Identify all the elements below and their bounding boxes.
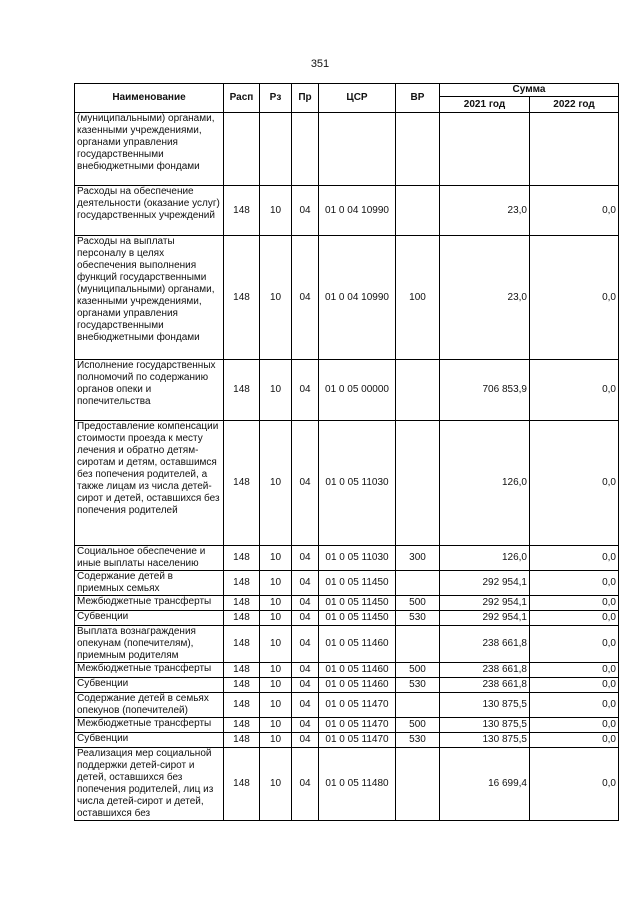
row-sum-2022: 0,0 (530, 718, 619, 733)
row-name: Исполнение государственных полномочий по содержанию органов опеки и попечительства (75, 360, 224, 421)
row-rasp: 148 (224, 718, 260, 733)
row-sum-2022: 0,0 (530, 596, 619, 611)
row-sum-2021: 706 853,9 (440, 360, 530, 421)
row-rz: 10 (260, 546, 292, 571)
header-rasp: Расп (224, 84, 260, 113)
row-name: Субвенции (75, 733, 224, 748)
row-pr: 04 (292, 596, 319, 611)
header-csr: ЦСР (319, 84, 396, 113)
row-name: Межбюджетные трансферты (75, 663, 224, 678)
row-rz: 10 (260, 663, 292, 678)
table-row (75, 546, 619, 571)
row-rz: 10 (260, 421, 292, 546)
row-rasp: 148 (224, 571, 260, 596)
row-rasp: 148 (224, 748, 260, 821)
row-pr: 04 (292, 360, 319, 421)
row-sum-2021: 292 954,1 (440, 596, 530, 611)
row-sum-2021: 130 875,5 (440, 733, 530, 748)
row-sum-2022: 0,0 (530, 546, 619, 571)
row-vr (396, 693, 440, 718)
row-sum-2021: 126,0 (440, 546, 530, 571)
row-csr: 01 0 05 11460 (319, 663, 396, 678)
row-sum-2021: 238 661,8 (440, 626, 530, 663)
row-vr: 500 (396, 596, 440, 611)
table-row (75, 611, 619, 626)
header-rz: Рз (260, 84, 292, 113)
row-vr: 100 (396, 236, 440, 360)
row-pr: 04 (292, 546, 319, 571)
row-rz: 10 (260, 186, 292, 236)
row-pr: 04 (292, 663, 319, 678)
table-row (75, 186, 619, 236)
table-row (75, 571, 619, 596)
row-name: Содержание детей в приемных семьях (75, 571, 224, 596)
row-rasp: 148 (224, 663, 260, 678)
row-pr: 04 (292, 748, 319, 821)
row-name: Содержание детей в семьях опекунов (попечителей) (75, 693, 224, 718)
row-rz: 10 (260, 236, 292, 360)
row-sum-2022: 0,0 (530, 678, 619, 693)
row-pr: 04 (292, 611, 319, 626)
row-vr (396, 571, 440, 596)
row-name: Предоставление компенсации стоимости проезда к месту лечения и обратно детям-сиротам и детям, оставшимся без попечения родителей, а также лицам из числа детей-сирот и детей, оставшихся без попечения родителей (75, 421, 224, 546)
row-sum-2022: 0,0 (530, 733, 619, 748)
row-csr (319, 113, 396, 186)
row-csr: 01 0 04 10990 (319, 236, 396, 360)
row-name: Социальное обеспечение и иные выплаты населению (75, 546, 224, 571)
table-row (75, 733, 619, 748)
row-name: Субвенции (75, 678, 224, 693)
row-name: Расходы на обеспечение деятельности (оказание услуг) государственных учреждений (75, 186, 224, 236)
row-pr: 04 (292, 626, 319, 663)
row-sum-2022: 0,0 (530, 421, 619, 546)
row-csr: 01 0 05 11470 (319, 733, 396, 748)
row-sum-2022: 0,0 (530, 626, 619, 663)
header-pr: Пр (292, 84, 319, 113)
header-year-2021: 2021 год (440, 97, 530, 113)
row-rz: 10 (260, 678, 292, 693)
row-sum-2021: 16 699,4 (440, 748, 530, 821)
table-row (75, 113, 619, 186)
row-vr: 530 (396, 611, 440, 626)
table-row (75, 748, 619, 821)
row-csr: 01 0 05 11030 (319, 546, 396, 571)
row-name: Субвенции (75, 611, 224, 626)
row-rasp: 148 (224, 611, 260, 626)
row-pr: 04 (292, 718, 319, 733)
row-rz: 10 (260, 360, 292, 421)
header-name: Наименование (75, 84, 224, 113)
row-sum-2022: 0,0 (530, 748, 619, 821)
row-sum-2022: 0,0 (530, 360, 619, 421)
page-number: 351 (310, 58, 330, 70)
row-name: Реализация мер социальной поддержки детей-сирот и детей, оставшихся без попечения родителей, лиц из числа детей-сирот и детей, оставшихся без (75, 748, 224, 821)
row-sum-2022: 0,0 (530, 186, 619, 236)
table-row (75, 663, 619, 678)
row-sum-2022 (530, 113, 619, 186)
row-sum-2022: 0,0 (530, 611, 619, 626)
row-pr: 04 (292, 733, 319, 748)
row-sum-2021 (440, 113, 530, 186)
row-rasp: 148 (224, 733, 260, 748)
table-row (75, 421, 619, 546)
row-sum-2021: 292 954,1 (440, 611, 530, 626)
row-rasp: 148 (224, 186, 260, 236)
row-rasp: 148 (224, 626, 260, 663)
table-row (75, 596, 619, 611)
row-rz: 10 (260, 611, 292, 626)
row-rz (260, 113, 292, 186)
row-sum-2021: 292 954,1 (440, 571, 530, 596)
budget-table (74, 83, 619, 821)
row-vr: 530 (396, 678, 440, 693)
row-sum-2021: 130 875,5 (440, 693, 530, 718)
row-csr: 01 0 05 11470 (319, 693, 396, 718)
row-csr: 01 0 05 11460 (319, 626, 396, 663)
row-csr: 01 0 04 10990 (319, 186, 396, 236)
row-vr (396, 626, 440, 663)
row-name: Выплата вознаграждения опекунам (попечителям), приемным родителям (75, 626, 224, 663)
row-pr: 04 (292, 186, 319, 236)
row-rz: 10 (260, 626, 292, 663)
row-rasp: 148 (224, 236, 260, 360)
row-sum-2021: 23,0 (440, 186, 530, 236)
row-rasp: 148 (224, 693, 260, 718)
row-sum-2022: 0,0 (530, 693, 619, 718)
row-sum-2021: 130 875,5 (440, 718, 530, 733)
row-vr: 500 (396, 663, 440, 678)
row-pr: 04 (292, 571, 319, 596)
row-name: Расходы на выплаты персоналу в целях обеспечения выполнения функций государственными (муниципальными) органами, казенными учреждениями, органами управления государственными внебюджетными фондами (75, 236, 224, 360)
row-rasp: 148 (224, 421, 260, 546)
row-vr (396, 421, 440, 546)
row-sum-2022: 0,0 (530, 236, 619, 360)
table-row (75, 718, 619, 733)
row-rz: 10 (260, 596, 292, 611)
header-vr: ВР (396, 84, 440, 113)
row-pr: 04 (292, 693, 319, 718)
table-row (75, 360, 619, 421)
row-rz: 10 (260, 693, 292, 718)
row-sum-2022: 0,0 (530, 571, 619, 596)
row-pr: 04 (292, 678, 319, 693)
row-rasp: 148 (224, 360, 260, 421)
row-vr: 500 (396, 718, 440, 733)
row-rasp: 148 (224, 546, 260, 571)
row-csr: 01 0 05 11480 (319, 748, 396, 821)
row-sum-2021: 238 661,8 (440, 663, 530, 678)
row-vr (396, 186, 440, 236)
row-rz: 10 (260, 718, 292, 733)
row-vr (396, 748, 440, 821)
row-csr: 01 0 05 11450 (319, 611, 396, 626)
header-year-2022: 2022 год (530, 97, 619, 113)
row-name: (муниципальными) органами, казенными учреждениями, органами управления государственными внебюджетными фондами (75, 113, 224, 186)
row-vr (396, 360, 440, 421)
row-csr: 01 0 05 11450 (319, 571, 396, 596)
row-rz: 10 (260, 571, 292, 596)
row-name: Межбюджетные трансферты (75, 718, 224, 733)
row-name: Межбюджетные трансферты (75, 596, 224, 611)
table-row (75, 236, 619, 360)
row-rasp: 148 (224, 678, 260, 693)
row-csr: 01 0 05 11470 (319, 718, 396, 733)
row-sum-2021: 126,0 (440, 421, 530, 546)
row-sum-2021: 23,0 (440, 236, 530, 360)
row-pr: 04 (292, 421, 319, 546)
row-csr: 01 0 05 11030 (319, 421, 396, 546)
row-csr: 01 0 05 00000 (319, 360, 396, 421)
row-vr (396, 113, 440, 186)
header-sum: Сумма (440, 84, 619, 97)
row-vr: 300 (396, 546, 440, 571)
table-row (75, 693, 619, 718)
row-sum-2022: 0,0 (530, 663, 619, 678)
row-csr: 01 0 05 11460 (319, 678, 396, 693)
row-pr (292, 113, 319, 186)
row-rasp: 148 (224, 596, 260, 611)
table-row (75, 678, 619, 693)
row-rz: 10 (260, 748, 292, 821)
row-vr: 530 (396, 733, 440, 748)
row-csr: 01 0 05 11450 (319, 596, 396, 611)
row-rasp (224, 113, 260, 186)
row-rz: 10 (260, 733, 292, 748)
row-sum-2021: 238 661,8 (440, 678, 530, 693)
table-row (75, 626, 619, 663)
row-pr: 04 (292, 236, 319, 360)
